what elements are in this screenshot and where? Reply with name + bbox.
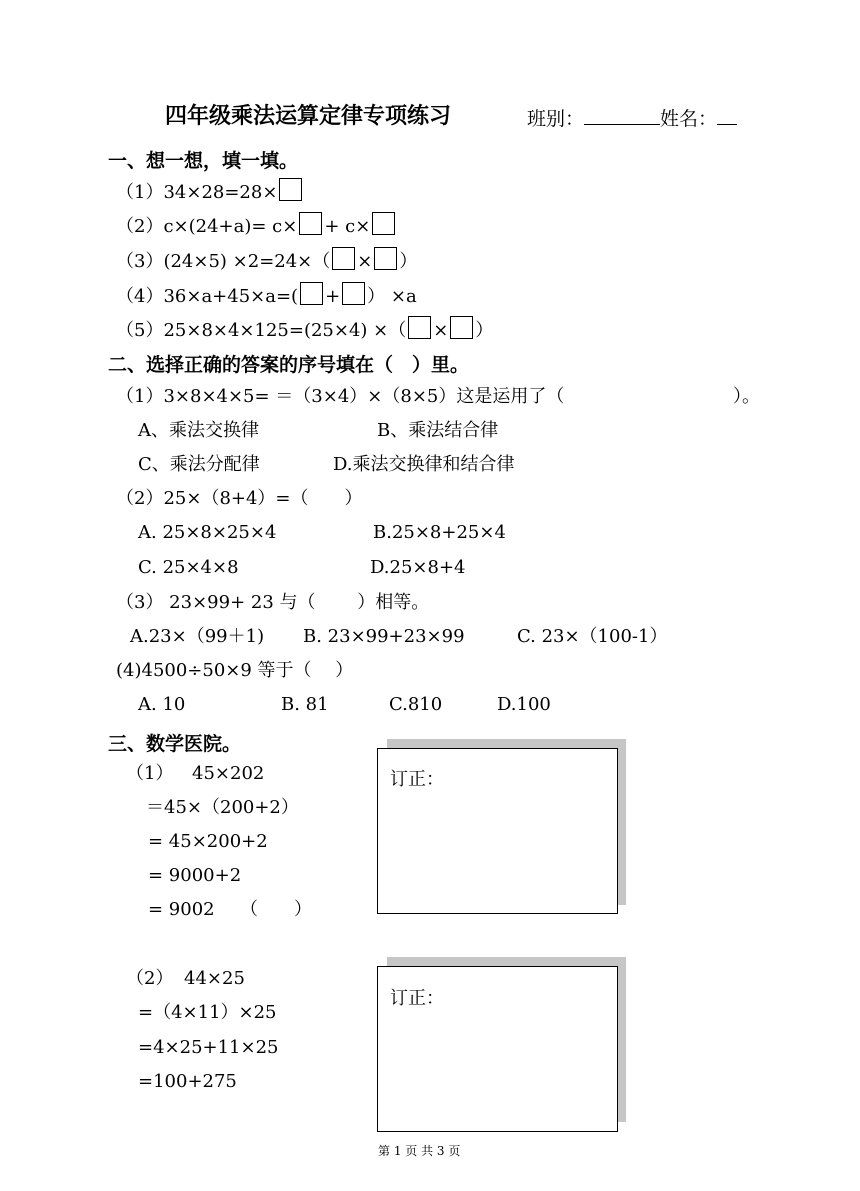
s1-q2-text-a: （2）c×(24+a)= c×	[116, 216, 298, 237]
s1-question-3	[116, 247, 417, 273]
answer-box[interactable]	[279, 178, 302, 201]
name-label: 姓名：	[660, 108, 718, 130]
correction-box-1[interactable]	[377, 748, 618, 914]
s2-q4-option-a[interactable]: A. 10	[138, 694, 186, 715]
answer-box[interactable]	[299, 212, 322, 235]
s2-q1-option-c[interactable]: C、乘法分配律	[138, 454, 260, 475]
s3-p1-label: （1）	[126, 763, 174, 784]
correction-box-2[interactable]	[377, 966, 618, 1132]
s2-q1-option-a[interactable]: A、乘法交换律	[138, 420, 259, 441]
s1-q3-text-a: （3）(24×5) ×2=24×（	[116, 251, 331, 272]
s3-p2-step-3: =100+275	[138, 1071, 237, 1092]
s1-question-4	[116, 282, 417, 308]
answer-box[interactable]	[372, 212, 395, 235]
s1-q3-text-c: ）	[399, 251, 418, 272]
s3-p1-step-2: = 45×200+2	[148, 831, 268, 852]
s1-q4-text-c: ） ×a	[367, 286, 417, 307]
s2-q3-option-a[interactable]: A.23×（99＋1)	[130, 626, 265, 647]
s2-q1-option-b[interactable]: B、乘法结合律	[377, 420, 499, 441]
correction-label: 订正：	[390, 769, 444, 790]
answer-box[interactable]	[332, 247, 355, 270]
s3-p2-step-2: =4×25+11×25	[138, 1037, 279, 1058]
s2-q4-option-c[interactable]: C.810	[389, 694, 443, 715]
s3-p1-step-4: = 9002	[148, 899, 215, 920]
class-field	[527, 104, 737, 131]
s2-q2-option-a[interactable]: A. 25×8×25×4	[138, 522, 277, 543]
s3-p1-judgement-paren[interactable]: （ ）	[240, 899, 312, 920]
s2-q1-end: ）。	[733, 386, 760, 407]
s3-p2-label: （2）	[126, 968, 174, 989]
s1-q5-text-a: （5）25×8×4×125=(25×4) ×（	[116, 320, 407, 341]
s1-q4-text-b: +	[325, 286, 341, 307]
s3-p1-expression: 45×202	[192, 763, 265, 784]
s2-q4-stem: (4)4500÷50×9 等于（ ）	[116, 660, 354, 681]
s2-q2-option-c[interactable]: C. 25×4×8	[138, 557, 239, 578]
s1-q5-text-b: ×	[433, 320, 449, 341]
s2-q1-option-d[interactable]: D.乘法交换律和结合律	[333, 454, 515, 475]
s2-q1-stem: （1）3×8×4×5= ＝（3×4）×（8×5）这是运用了（	[116, 386, 565, 407]
s1-q3-text-b: ×	[357, 251, 373, 272]
s2-q4-option-d[interactable]: D.100	[497, 694, 551, 715]
s1-question-1	[116, 178, 304, 204]
s1-question-2	[116, 212, 397, 238]
s2-q2-option-d[interactable]: D.25×8+4	[370, 557, 466, 578]
s1-q4-text-a: （4）36×a+45×a=(	[116, 286, 299, 307]
class-blank[interactable]	[584, 106, 660, 125]
class-label: 班别：	[527, 108, 585, 130]
s2-q3-stem: （3） 23×99+ 23 与（ ）相等。	[116, 592, 430, 613]
s3-p2-expression: 44×25	[184, 968, 245, 989]
s2-q4-option-b[interactable]: B. 81	[281, 694, 329, 715]
s2-q3-option-b[interactable]: B. 23×99+23×99	[303, 626, 465, 647]
section-2-heading: 二、选择正确的答案的序号填在（ ）里。	[108, 354, 470, 376]
section-3-heading: 三、数学医院。	[108, 733, 242, 755]
s3-p1-step-3: = 9000+2	[148, 865, 242, 886]
answer-box[interactable]	[300, 282, 323, 305]
answer-box[interactable]	[450, 316, 473, 339]
answer-box[interactable]	[342, 282, 365, 305]
s1-q5-text-c: ）	[475, 320, 494, 341]
s1-question-5	[116, 316, 493, 342]
name-blank[interactable]	[717, 106, 737, 125]
s1-q1-text: （1）34×28=28×	[116, 182, 278, 203]
s2-q2-stem: （2）25×（8+4）=（ ）	[116, 488, 363, 509]
answer-box[interactable]	[408, 316, 431, 339]
section-1-heading: 一、想一想，填一填。	[108, 150, 299, 172]
page-title: 四年级乘法运算定律专项练习	[165, 103, 452, 129]
s3-p1-step-1: ＝45×（200+2）	[146, 797, 299, 818]
page-number: 第 1 页 共 3 页	[378, 1144, 461, 1158]
correction-label: 订正：	[390, 988, 444, 1009]
answer-box[interactable]	[374, 247, 397, 270]
s2-q2-option-b[interactable]: B.25×8+25×4	[373, 522, 506, 543]
s2-q3-option-c[interactable]: C. 23×（100-1）	[517, 626, 668, 647]
s3-p2-step-1: =（4×11）×25	[138, 1002, 277, 1023]
s1-q2-text-b: + c×	[324, 216, 371, 237]
